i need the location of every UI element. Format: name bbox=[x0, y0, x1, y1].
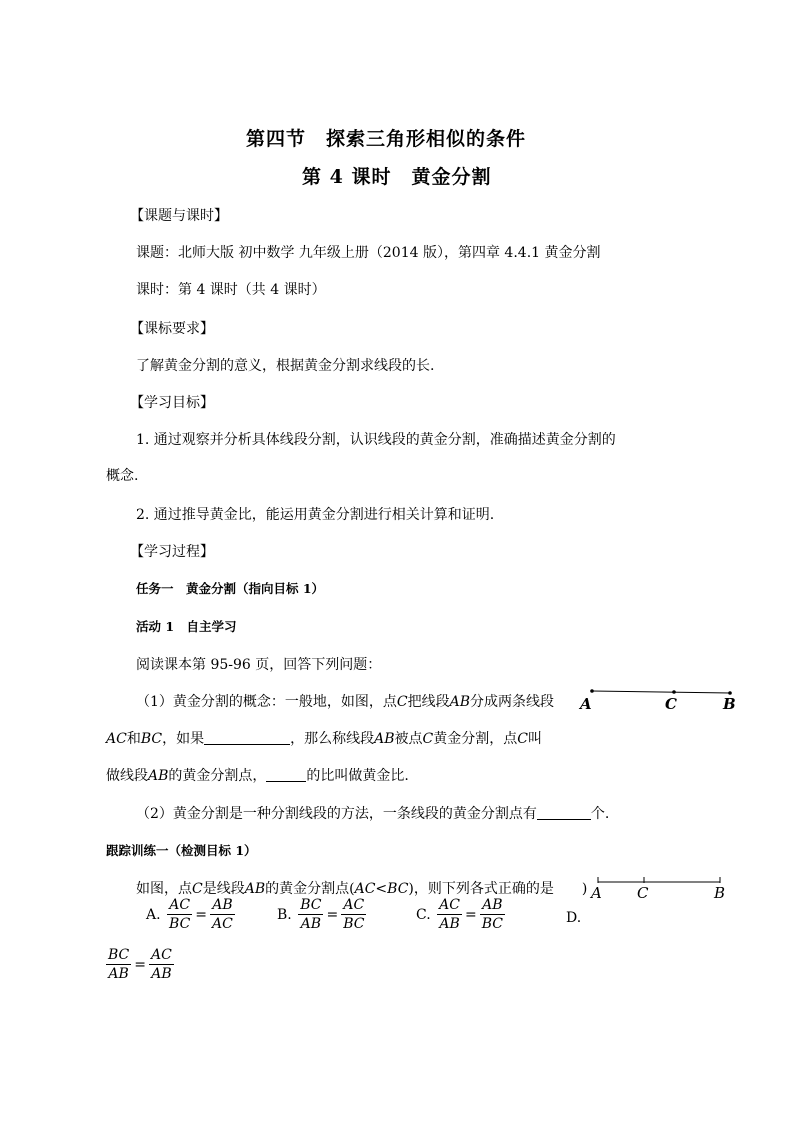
figure-2-label-c: C bbox=[637, 884, 649, 902]
option-d-label[interactable]: D. bbox=[566, 910, 582, 926]
option-d[interactable]: $\frac{BC}{AB}$ = $\frac{AC}{AB}$ bbox=[108, 947, 172, 982]
figure-2-label-b: B bbox=[714, 884, 726, 902]
figure-1-label-b: B bbox=[723, 695, 736, 713]
chapter-title: 第四节 探索三角形相似的条件 bbox=[246, 128, 527, 150]
question-1-line-3: 做线段AB的黄金分割点， 的比叫做黄金比. bbox=[106, 768, 409, 784]
answer-blank-count[interactable] bbox=[537, 805, 591, 820]
option-b[interactable]: B. $\frac{BC}{AB}$ = $\frac{AC}{BC}$ bbox=[277, 897, 365, 932]
option-a[interactable]: A. $\frac{AC}{BC}$ = $\frac{AB}{AC}$ bbox=[146, 897, 233, 932]
segment-figure-1 bbox=[586, 686, 736, 700]
goal-1-line-2: 概念. bbox=[106, 468, 139, 484]
figure-1-label-a: A bbox=[580, 695, 592, 713]
question-1-line-1: （1）黄金分割的概念：一般地，如图，点C把线段AB分成两条线段 bbox=[136, 694, 555, 710]
answer-blank-condition[interactable] bbox=[204, 730, 290, 745]
topic-heading: 【课题与课时】 bbox=[130, 208, 228, 224]
segment-figure-2 bbox=[592, 876, 724, 890]
practice-1-heading: 跟踪训练一（检测目标 1） bbox=[106, 843, 257, 858]
standard-text: 了解黄金分割的意义，根据黄金分割求线段的长. bbox=[136, 358, 435, 374]
topic-line: 课题：北师大版 初中数学 九年级上册（2014 版），第四章 4.4.1 黄金分割 bbox=[136, 245, 601, 261]
period-line: 课时：第 4 课时（共 4 课时） bbox=[136, 282, 326, 298]
exercise-stem: 如图，点C是线段AB的黄金分割点(AC<BC)，则下列各式正确的是 ) bbox=[136, 881, 588, 897]
standard-heading: 【课标要求】 bbox=[130, 321, 214, 337]
lesson-title: 第 4 课时 黄金分割 bbox=[302, 166, 492, 188]
option-c[interactable]: C. $\frac{AC}{AB}$ = $\frac{AB}{BC}$ bbox=[416, 897, 503, 932]
answer-blank-ratio[interactable] bbox=[266, 767, 306, 782]
point-c-dot bbox=[672, 690, 676, 694]
goal-1-line-1: 1. 通过观察并分析具体线段分割，认识线段的黄金分割，准确描述黄金分割的 bbox=[136, 432, 616, 448]
goals-heading: 【学习目标】 bbox=[130, 395, 214, 411]
task-1-heading: 任务一 黄金分割（指向目标 1） bbox=[136, 581, 325, 596]
goal-2: 2. 通过推导黄金比，能运用黄金分割进行相关计算和证明. bbox=[136, 507, 495, 523]
process-heading: 【学习过程】 bbox=[130, 544, 214, 560]
point-a-dot bbox=[590, 689, 594, 693]
activity-1-heading: 活动 1 自主学习 bbox=[136, 619, 237, 634]
question-2: （2）黄金分割是一种分割线段的方法，一条线段的黄金分割点有 个. bbox=[136, 806, 610, 822]
reading-instruction: 阅读课本第 95-96 页，回答下列问题： bbox=[136, 657, 382, 673]
question-1-line-2: AC和BC，如果 ，那么称线段AB被点C黄金分割，点C叫 bbox=[106, 731, 542, 747]
figure-2-label-a: A bbox=[591, 884, 602, 902]
figure-1-label-c: C bbox=[665, 695, 677, 713]
